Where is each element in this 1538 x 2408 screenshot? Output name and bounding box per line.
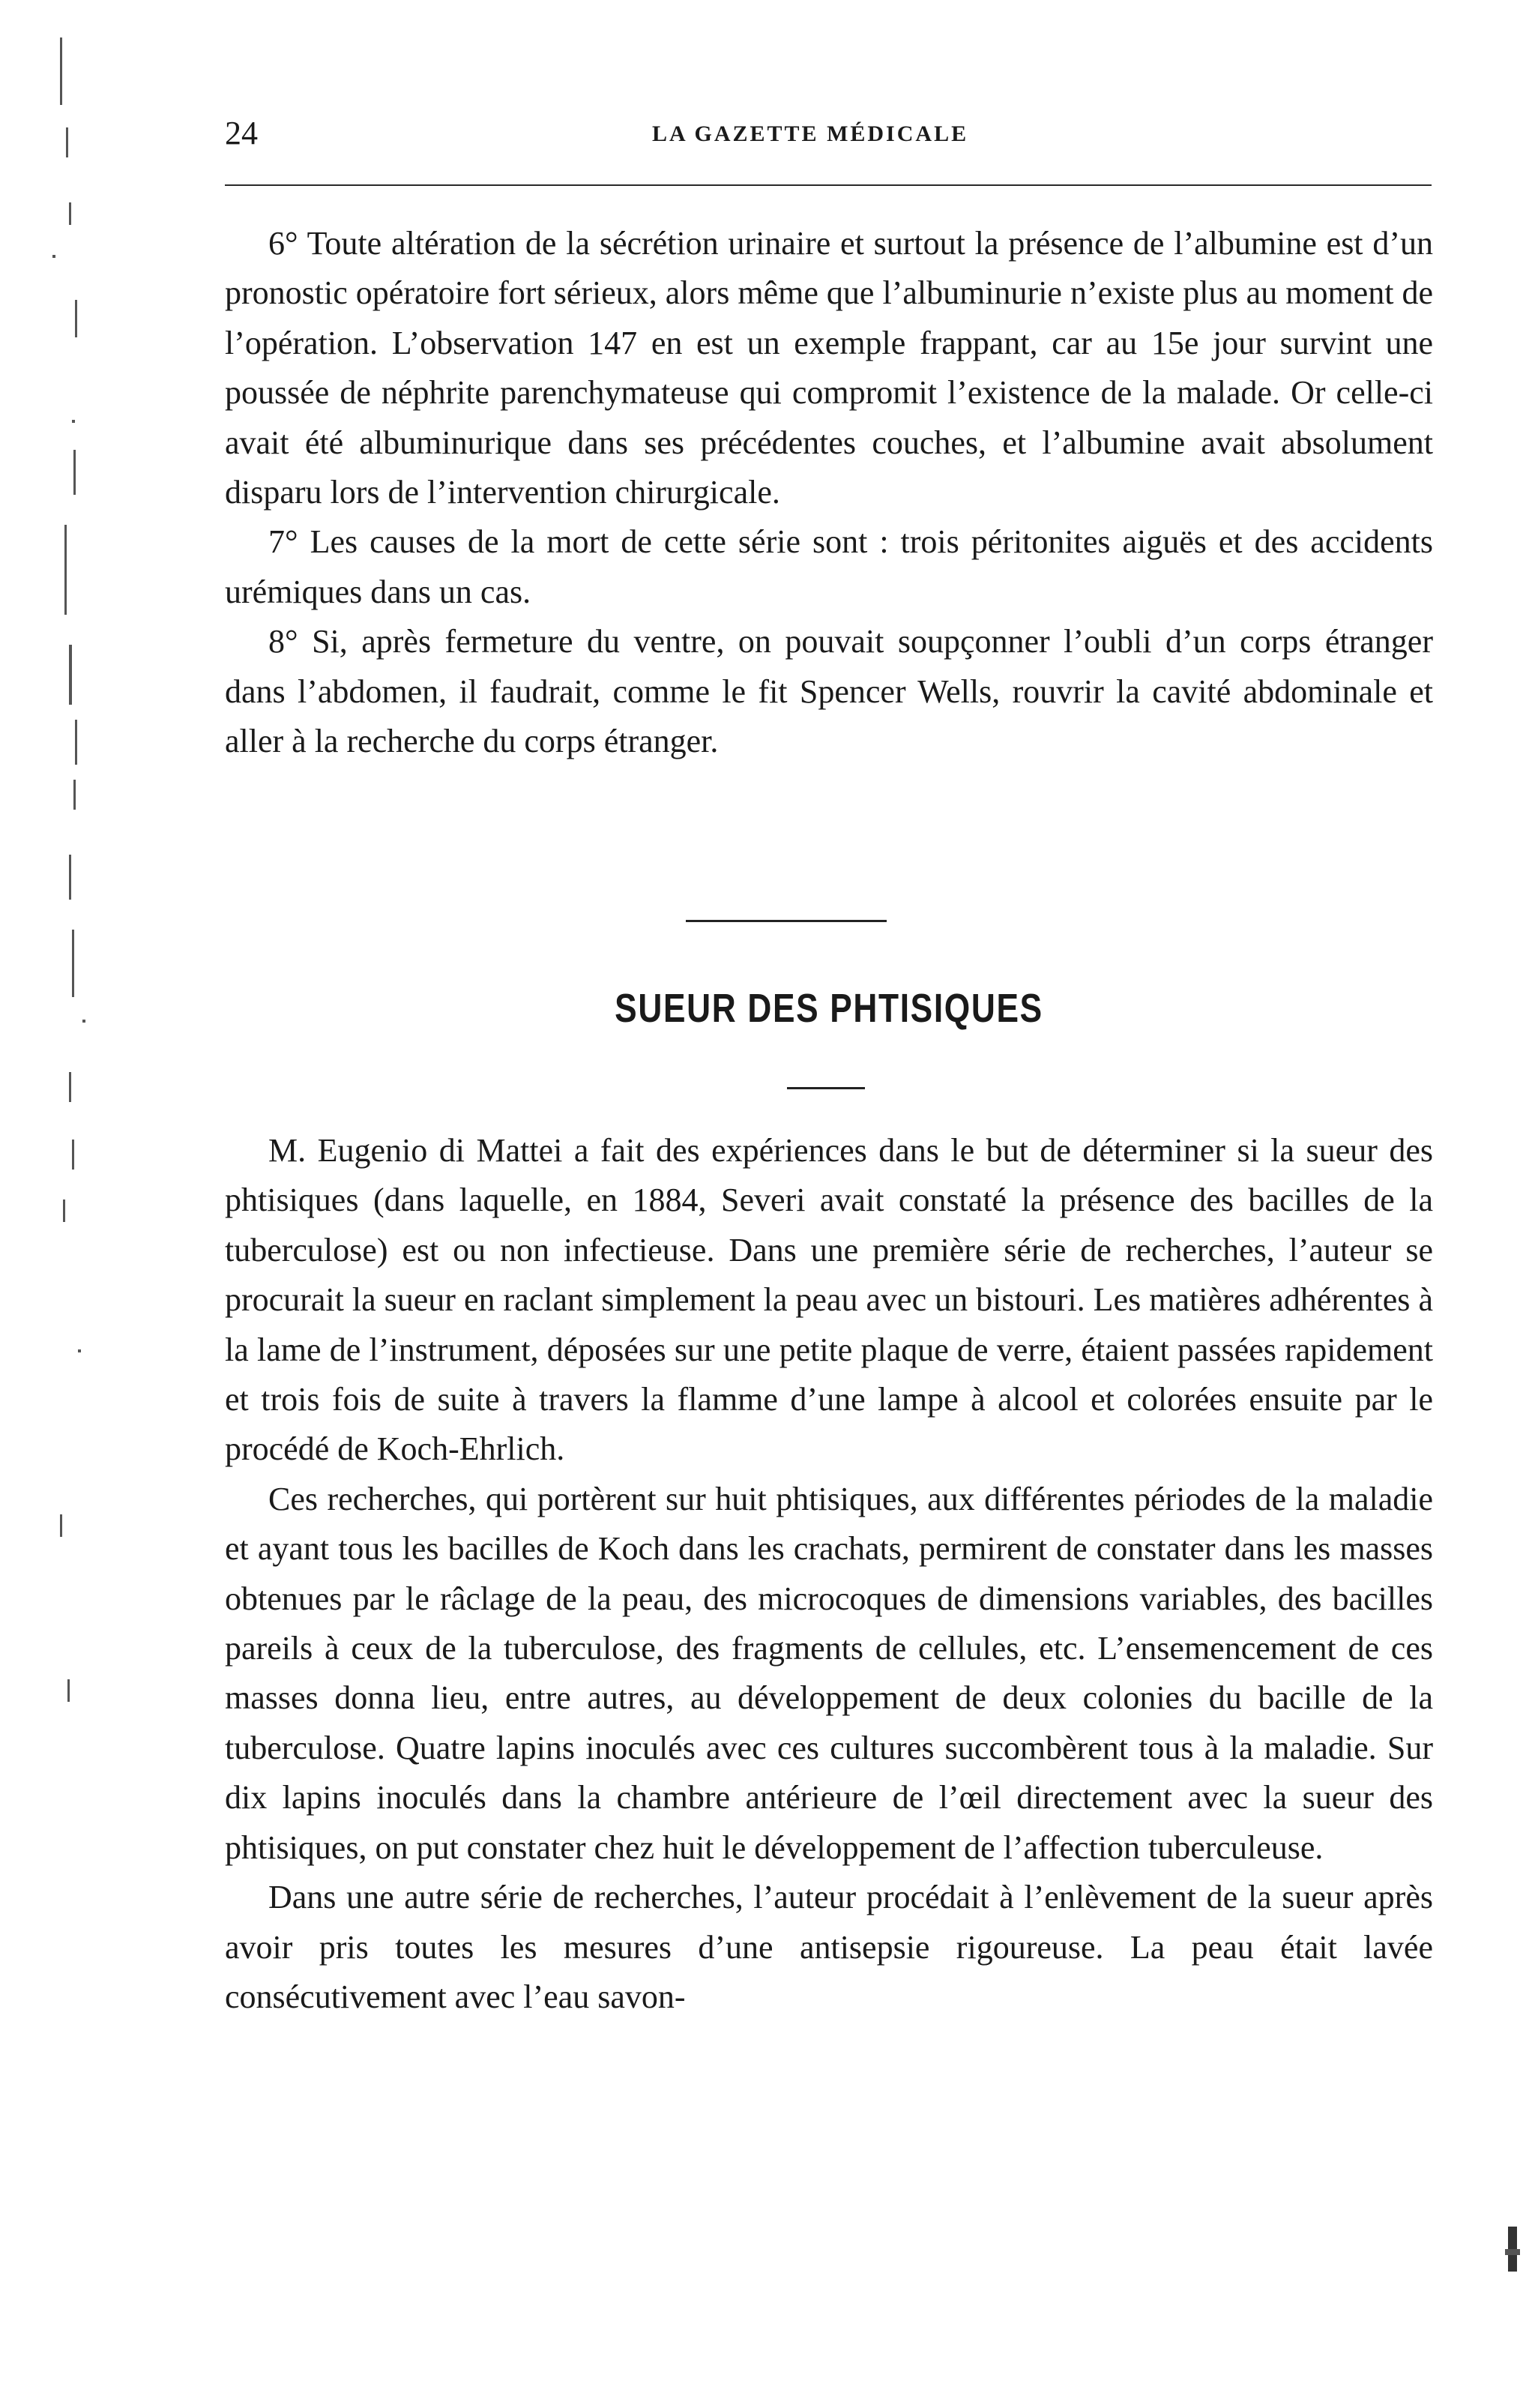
section-title: SUEUR DES PHTISIQUES bbox=[615, 986, 1043, 1031]
scan-artifact-mark bbox=[1498, 2219, 1528, 2287]
section-divider bbox=[686, 920, 887, 922]
title-underline bbox=[787, 1087, 865, 1089]
binding-speckle bbox=[30, 30, 97, 1754]
paragraph-6: 6° Toute altération de la sécrétion urinaire et surtout la présence de l’albumine est d’un pronostic opératoire fort sérieux, alors même que l’albuminurie n’existe plus au moment de l’opération. L’observation 147 en est un exemple frappant, car au 15e jour survint une poussée de néphrite parenchymateuse qui compromit l’existence de la malade. Or celle-ci avait été albuminurique dans ses précédentes couches, et l’albumine avait absolument disparu lors de l’intervention chirurgicale. bbox=[225, 225, 1433, 511]
article-paragraph-3: Dans une autre série de recherches, l’auteur procédait à l’enlèvement de la sueur après avoir pris toutes les mesures d’une antisepsie rigoureuse. La peau était lavée consécutivement avec l’eau savon- bbox=[225, 1879, 1433, 2015]
page-header bbox=[225, 111, 1439, 156]
page-number: 24 bbox=[225, 115, 258, 151]
paragraph-7: 7° Les causes de la mort de cette série sont : trois péritonites aiguës et des accidents urémiques dans un cas. bbox=[225, 523, 1433, 610]
header-rule bbox=[225, 184, 1432, 186]
paragraph-8: 8° Si, après fermeture du ventre, on pouvait soupçonner l’oubli d’un corps étranger dans l’abdomen, il faudrait, comme le fit Spencer Wells, rouvrir la cavité abdominale et aller à la recherche du corps étranger. bbox=[225, 623, 1433, 760]
article-text bbox=[225, 1126, 1433, 2022]
article-paragraph-1: M. Eugenio di Mattei a fait des expériences dans le but de déterminer si la sueur des phtisiques (dans laquelle, en 1884, Severi avait constaté la présence des bacilles de la tuberculose) est ou non infectieuse. Dans une première série de recherches, l’auteur se procurait la sueur en raclant simplement la peau avec un bistouri. Les matières adhérentes à la lame de l’instrument, déposées sur une petite plaque de verre, étaient passées rapidement et trois fois de suite à travers la flamme d’une lampe à alcool et colorées ensuite par le procédé de Koch-Ehrlich. bbox=[225, 1132, 1433, 1468]
running-title: LA GAZETTE MÉDICALE bbox=[652, 121, 969, 146]
article-paragraph-2: Ces recherches, qui portèrent sur huit phtisiques, aux différentes périodes de la maladie et ayant tous les bacilles de Koch dans les crachats, permirent de constater dans les masses obtenues par le râclage de la peau, des microcoques de dimensions variables, des bacilles pareils à ceux de la tuberculose, des fragments de cellules, etc. L’ensemencement de ces masses donna lieu, entre autres, au développement de deux colonies du bacille de la tuberculose. Quatre lapins inoculés avec ces cultures succombèrent tous à la maladie. Sur dix lapins inoculés dans la chambre antérieure de l’œil directement avec la sueur des phtisiques, on put constater chez huit le développement de l’affection tuberculeuse. bbox=[225, 1480, 1433, 1866]
conclusions-text bbox=[225, 219, 1433, 766]
